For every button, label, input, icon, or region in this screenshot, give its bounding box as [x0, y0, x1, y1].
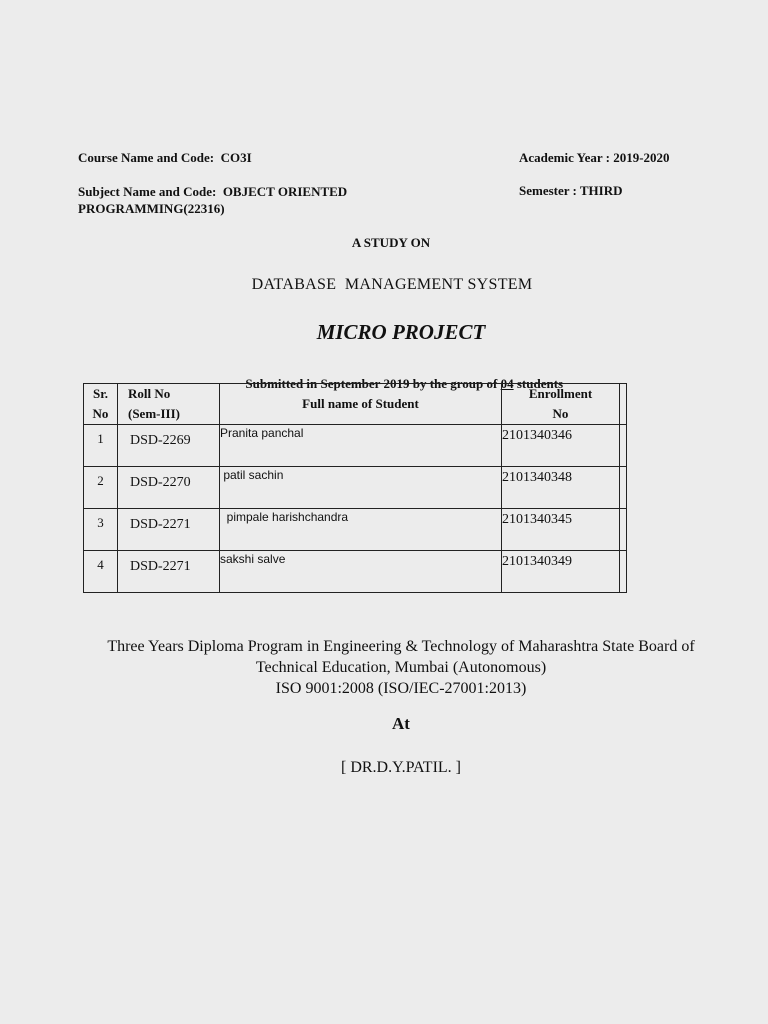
cell-roll: DSD-2271	[118, 509, 220, 551]
course-value: CO3I	[220, 150, 252, 165]
cell-enrollment: 2101340345	[502, 509, 620, 551]
group-count: 04	[500, 376, 514, 391]
header-enr-line1: Enrollment	[528, 386, 593, 401]
institute-name: [ DR.D.Y.PATIL. ]	[340, 759, 461, 776]
table-row	[84, 467, 627, 509]
program-line-1: Three Years Diploma Program in Engineering & Technology of Maharashtra State Board of	[107, 638, 695, 655]
program-line-3: ISO 9001:2008 (ISO/IEC-27001:2013)	[275, 680, 527, 697]
cell-name: patil sachin	[220, 467, 502, 509]
academic-year: Academic Year : 2019-2020	[519, 150, 670, 165]
semester: Semester : THIRD	[519, 183, 623, 198]
subject-value: OBJECT ORIENTED	[222, 184, 348, 199]
cell-enrollment: 2101340346	[502, 425, 620, 467]
header-roll-line1: Roll No	[128, 386, 171, 401]
course-label: Course Name and Code:	[78, 150, 215, 165]
subject-label: Subject Name and Code:	[78, 184, 217, 199]
cell-name: sakshi salve	[220, 551, 502, 593]
cell-end	[620, 551, 627, 593]
cell-enrollment: 2101340348	[502, 467, 620, 509]
header-enr-line2: No	[552, 406, 569, 421]
cell-sr: 4	[84, 551, 118, 593]
table-header-row	[84, 384, 627, 425]
cell-roll: DSD-2271	[118, 551, 220, 593]
table-row	[84, 425, 627, 467]
submitted-prefix: Submitted in September 2019 by the group of	[245, 376, 501, 391]
header-end-col	[620, 384, 627, 425]
course-line	[78, 150, 252, 166]
table-row	[84, 551, 627, 593]
submitted-suffix: students	[513, 376, 564, 391]
cell-sr: 3	[84, 509, 118, 551]
cell-roll: DSD-2269	[118, 425, 220, 467]
header-name: Full name of Student	[220, 384, 502, 425]
cell-end	[620, 509, 627, 551]
table-row	[84, 509, 627, 551]
cell-name: pimpale harishchandra	[220, 509, 502, 551]
header-roll-line2: (Sem-III)	[128, 406, 180, 421]
header-sr-line2: No	[92, 406, 109, 421]
cell-end	[620, 425, 627, 467]
header-enrollment	[502, 384, 620, 425]
cell-enrollment: 2101340349	[502, 551, 620, 593]
subject-value-cont: PROGRAMMING(22316)	[78, 201, 225, 216]
header-sr-line1: Sr.	[92, 386, 109, 401]
cell-end	[620, 467, 627, 509]
subject-block	[78, 183, 347, 217]
program-line-2: Technical Education, Mumbai (Autonomous)	[255, 659, 547, 676]
header-sr	[84, 384, 118, 425]
program-description	[0, 636, 768, 699]
cell-roll: DSD-2270	[118, 467, 220, 509]
study-on-heading: A STUDY ON	[351, 235, 431, 250]
at-label: At	[392, 714, 410, 733]
students-table	[83, 383, 627, 593]
cell-name: Pranita panchal	[220, 425, 502, 467]
cell-sr: 2	[84, 467, 118, 509]
project-title: MICRO PROJECT	[316, 320, 486, 344]
topic-heading: DATABASE MANAGEMENT SYSTEM	[251, 276, 533, 293]
cell-sr: 1	[84, 425, 118, 467]
header-roll	[118, 384, 220, 425]
